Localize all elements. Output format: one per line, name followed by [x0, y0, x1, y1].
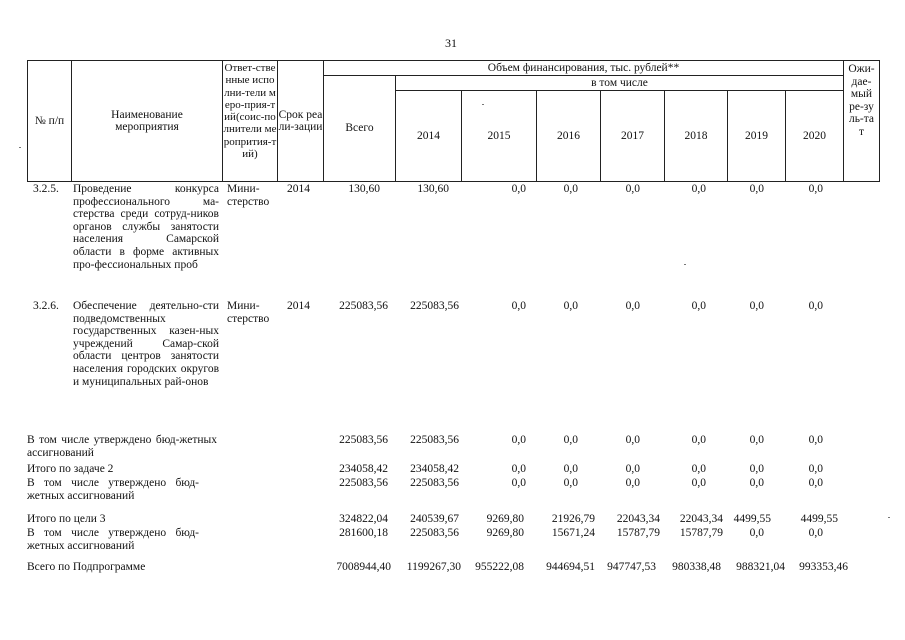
header-col-resp-label: Ответ-ственные исполни-тели меро-прия-тий(соис-полнители меропрития-тий) — [223, 62, 277, 161]
cell-2017: 15787,79 — [616, 527, 660, 539]
cell-total: 130,60 — [348, 183, 380, 195]
header-year-2015 — [461, 90, 537, 182]
cell-2020: 0,0 — [808, 300, 823, 312]
summary-label: В том числе утверждено бюд-жетных ассигнований — [27, 527, 199, 552]
header-col-total — [323, 75, 396, 182]
header-col-result-label: Ожи-дае-мый ре-зуль-тат — [848, 63, 875, 138]
cell-total: 324822,04 — [339, 513, 388, 525]
page-number: 31 — [445, 36, 457, 50]
cell-2016: 21926,79 — [551, 513, 595, 525]
row-code: 3.2.5. — [33, 183, 59, 195]
cell-total: 7008944,40 — [336, 561, 391, 573]
header-col-total-label: Всего — [345, 122, 374, 135]
cell-2018: 0,0 — [691, 300, 706, 312]
cell-2015: 955222,08 — [475, 561, 524, 573]
header-year-label: 2015 — [487, 129, 511, 142]
header-year-2017 — [600, 90, 665, 182]
cell-2018: 980338,48 — [672, 561, 721, 573]
row-responsible: Мини-стерство — [227, 183, 270, 208]
header-year-label: 2014 — [417, 129, 440, 142]
summary-label: Всего по Подпрограмме — [27, 561, 146, 573]
cell-2016: 0,0 — [563, 434, 578, 446]
header-col-funding — [323, 60, 844, 76]
scan-speck — [684, 264, 686, 265]
cell-2019: 988321,04 — [736, 561, 785, 573]
cell-2014: 225083,56 — [410, 300, 459, 312]
cell-2020: 0,0 — [808, 477, 823, 489]
cell-2015: 0,0 — [511, 183, 526, 195]
cell-2019: 0,0 — [749, 477, 764, 489]
cell-2016: 0,0 — [563, 477, 578, 489]
cell-2018: 0,0 — [691, 477, 706, 489]
cell-2020: 0,0 — [808, 434, 823, 446]
cell-total: 225083,56 — [339, 434, 388, 446]
header-col-including — [395, 75, 844, 91]
row-responsible: Мини-стерство — [227, 300, 270, 325]
header-col-funding-label: Объем финансирования, тыс. рублей** — [487, 62, 680, 74]
header-year-label: 2018 — [684, 129, 708, 142]
cell-2014: 1199267,30 — [406, 561, 461, 573]
cell-2020: 993353,46 — [799, 561, 848, 573]
summary-label: Итого по задаче 2 — [27, 463, 114, 475]
header-col-num-label: № п/п — [34, 114, 65, 127]
header-col-term-label: Срок реали-зации — [278, 108, 323, 133]
cell-2020: 4499,55 — [800, 513, 838, 525]
cell-2019: 0,0 — [749, 300, 764, 312]
cell-2017: 0,0 — [625, 434, 640, 446]
cell-2014: 225083,56 — [410, 477, 459, 489]
cell-2019: 0,0 — [749, 527, 764, 539]
cell-2017: 0,0 — [625, 183, 640, 195]
cell-2020: 0,0 — [808, 183, 823, 195]
cell-2014: 240539,67 — [410, 513, 459, 525]
cell-2017: 0,0 — [625, 463, 640, 475]
cell-2016: 0,0 — [563, 183, 578, 195]
cell-2015: 9269,80 — [486, 513, 524, 525]
cell-2018: 0,0 — [691, 434, 706, 446]
cell-2017: 0,0 — [625, 300, 640, 312]
cell-total: 225083,56 — [339, 300, 388, 312]
cell-2017: 947747,53 — [607, 561, 656, 573]
cell-2016: 0,0 — [563, 300, 578, 312]
cell-2015: 0,0 — [511, 477, 526, 489]
row-code: 3.2.6. — [33, 300, 59, 312]
cell-2019: 0,0 — [749, 183, 764, 195]
scan-speck — [482, 104, 484, 105]
header-col-term — [277, 60, 324, 182]
cell-2016: 15671,24 — [551, 527, 595, 539]
cell-2019: 0,0 — [749, 463, 764, 475]
cell-2020: 0,0 — [808, 527, 823, 539]
cell-2014: 225083,56 — [410, 434, 459, 446]
cell-total: 225083,56 — [339, 477, 388, 489]
cell-total: 234058,42 — [339, 463, 388, 475]
cell-2020: 0,0 — [808, 463, 823, 475]
cell-total: 281600,18 — [339, 527, 388, 539]
summary-label: В том числе утверждено бюд-жетных ассигнований — [27, 434, 217, 459]
cell-2019: 0,0 — [749, 434, 764, 446]
cell-2014: 130,60 — [417, 183, 449, 195]
cell-2017: 0,0 — [625, 477, 640, 489]
row-term: 2014 — [287, 300, 310, 312]
header-year-label: 2020 — [803, 129, 826, 142]
header-year-2020 — [785, 90, 844, 182]
scan-speck — [888, 517, 890, 518]
cell-2018: 0,0 — [691, 183, 706, 195]
cell-2018: 22043,34 — [679, 513, 723, 525]
row-name: Проведение конкурса профессионального ма-стерства среди сотруд-ников органов службы занятости населения Самарской области в форме активных про-фессиональных проб — [73, 183, 219, 271]
cell-2015: 0,0 — [511, 300, 526, 312]
cell-2017: 22043,34 — [616, 513, 660, 525]
header-year-label: 2016 — [557, 129, 580, 142]
cell-2019: 4499,55 — [733, 513, 771, 525]
header-col-resp — [222, 60, 278, 182]
cell-2015: 0,0 — [511, 463, 526, 475]
header-col-num — [27, 60, 72, 182]
summary-label: В том числе утверждено бюд-жетных ассигнований — [27, 477, 199, 502]
header-year-2018 — [664, 90, 728, 182]
row-term: 2014 — [287, 183, 310, 195]
header-year-2019 — [727, 90, 786, 182]
row-name: Обеспечение деятельно-сти подведомственных государственных казен-ных учреждений Самар-ской области центров занятости населения городских округов и муниципальных рай-онов — [73, 300, 219, 388]
cell-2015: 0,0 — [511, 434, 526, 446]
cell-2014: 225083,56 — [410, 527, 459, 539]
scan-speck — [19, 147, 21, 148]
header-year-2014 — [395, 90, 462, 182]
cell-2016: 944694,51 — [546, 561, 595, 573]
header-col-including-label: в том числе — [591, 77, 648, 89]
cell-2014: 234058,42 — [410, 463, 459, 475]
cell-2018: 0,0 — [691, 463, 706, 475]
cell-2015: 9269,80 — [486, 527, 524, 539]
cell-2016: 0,0 — [563, 463, 578, 475]
header-year-label: 2019 — [745, 129, 768, 142]
header-col-result — [843, 60, 880, 182]
summary-label: Итого по цели 3 — [27, 513, 106, 525]
header-year-label: 2017 — [621, 129, 644, 142]
cell-2018: 15787,79 — [679, 527, 723, 539]
header-year-2016 — [536, 90, 601, 182]
header-col-name-label: Наименование мероприятия — [111, 108, 183, 133]
header-col-name — [71, 60, 223, 182]
